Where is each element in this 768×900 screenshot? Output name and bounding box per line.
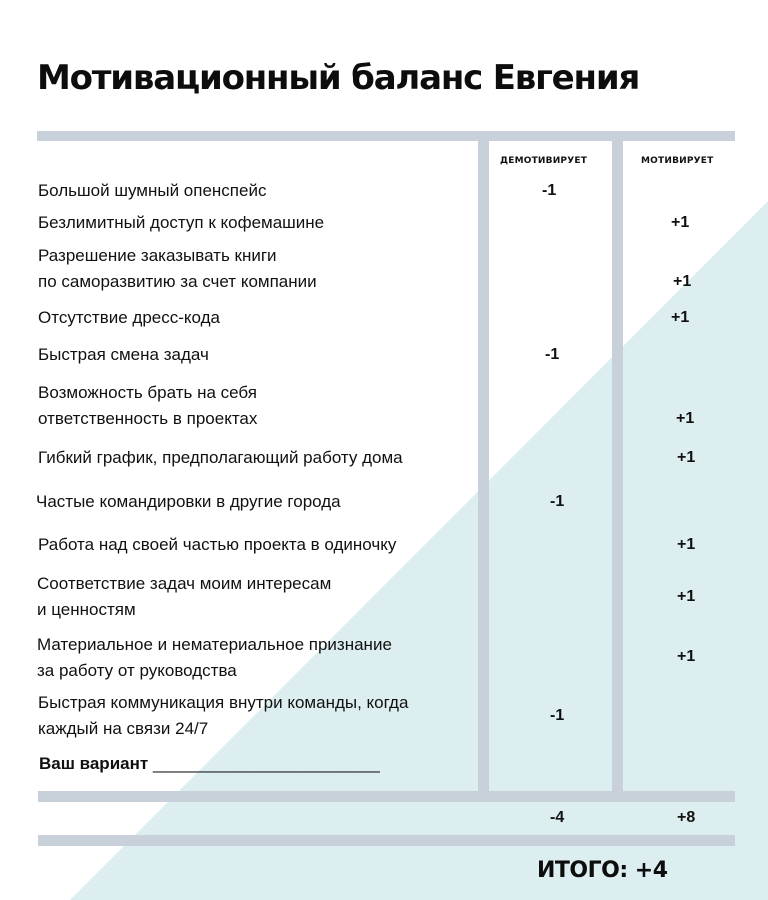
row-motivates-value: +1	[677, 536, 696, 553]
row-label: Большой шумный опенспейс	[38, 181, 267, 200]
row-label: Быстрая смена задач	[38, 345, 209, 364]
row-label: Быстрая коммуникация внутри команды, когда каждый на связи 24/7	[38, 693, 409, 738]
row-motivates-value: +1	[677, 588, 696, 605]
row-label: Отсутствие дресс-кода	[38, 308, 220, 327]
table-top-bar	[37, 131, 735, 141]
row-demotivates-value: -1	[542, 182, 557, 199]
row-demotivates-value: -1	[545, 346, 560, 363]
total-motivates: +8	[677, 809, 696, 826]
row-motivates-value: +1	[676, 410, 695, 427]
column-header-demotivates: ДЕМОТИВИРУЕТ	[500, 156, 588, 166]
row-label: Безлимитный доступ к кофемашине	[38, 213, 325, 232]
row-label: Соответствие задач моим интересам и ценностям	[37, 574, 332, 619]
column-header-motivates: МОТИВИРУЕТ	[641, 156, 714, 166]
column-divider-left	[478, 141, 489, 792]
row-label: Возможность брать на себя ответственность в проектах	[38, 383, 258, 428]
page-title: Мотивационный баланс Евгения	[37, 58, 640, 98]
row-demotivates-value: -1	[550, 707, 565, 724]
totals-bottom-bar	[38, 835, 735, 846]
row-label: Материальное и нематериальное признание за работу от руководства	[37, 635, 392, 680]
row-motivates-value: +1	[673, 273, 692, 290]
row-label: Работа над своей частью проекта в одиночку	[38, 535, 397, 554]
your-variant-row	[39, 752, 380, 776]
your-variant-blank: ________________________	[152, 754, 380, 773]
row-motivates-value: +1	[677, 648, 696, 665]
total-demotivates: -4	[550, 809, 565, 826]
row-motivates-value: +1	[671, 214, 690, 231]
grand-total: ИТОГО: +4	[537, 858, 668, 883]
row-label: Частые командировки в другие города	[36, 492, 341, 511]
row-label: Гибкий график, предполагающий работу дома	[38, 448, 403, 467]
row-label: Разрешение заказывать книги по саморазвитию за счет компании	[38, 246, 317, 291]
table-bottom-bar	[38, 791, 735, 802]
column-divider-right	[612, 141, 623, 792]
row-motivates-value: +1	[671, 309, 690, 326]
your-variant-label: Ваш вариант	[39, 754, 149, 773]
row-demotivates-value: -1	[550, 493, 565, 510]
row-motivates-value: +1	[677, 449, 696, 466]
